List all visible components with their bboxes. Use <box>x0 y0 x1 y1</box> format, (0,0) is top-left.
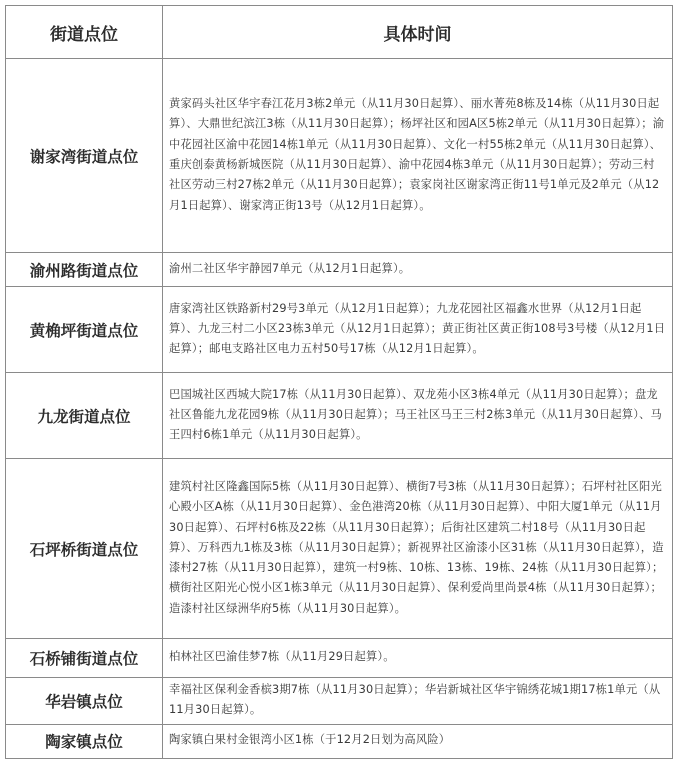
row-detail: 黄家码头社区华宇春江花月3栋2单元（从11月30日起算）、丽水菁苑8栋及14栋（从11月30日起算）、大鼎世纪滨江3栋（从11月30日起算）；杨坪社区和园A区5栋2单元（从11月30日起算）；渝中花园社区渝中花园14栋1单元（从11月30日起算）、文化一村55栋2单元（从11月30日起算）、重庆创泰黄杨新城医院（从11月30日起算）、渝中花园4栋3单元（从11月30日起算）；劳动三村社区劳动三村27栋2单元（从11月30日起算）；袁家岗社区谢家湾正街11号1单元及2单元（从12月1日起算）、谢家湾正街13号（从12月1日起算）。 <box>163 59 673 253</box>
header-location: 街道点位 <box>6 6 163 59</box>
table-row <box>6 287 673 373</box>
table-row <box>6 724 673 758</box>
row-detail: 幸福社区保利金香槟3期7栋（从11月30日起算）；华岩新城社区华宇锦绣花城1期17栋1单元（从11月30日起算）。 <box>163 678 673 725</box>
area-table-container <box>5 5 672 759</box>
table-row <box>6 678 673 725</box>
area-table <box>5 5 673 759</box>
row-name: 石坪桥街道点位 <box>6 459 163 639</box>
row-detail: 陶家镇白果村金银湾小区1栋（于12月2日划为高风险） <box>163 724 673 758</box>
row-name: 陶家镇点位 <box>6 724 163 758</box>
table-row <box>6 59 673 253</box>
row-detail: 渝州二社区华宇静园7单元（从12月1日起算）。 <box>163 253 673 287</box>
row-name: 华岩镇点位 <box>6 678 163 725</box>
row-detail: 柏林社区巴渝佳梦7栋（从11月29日起算）。 <box>163 639 673 678</box>
header-row <box>6 6 673 59</box>
table-row <box>6 373 673 459</box>
row-name: 九龙街道点位 <box>6 373 163 459</box>
row-name: 渝州路街道点位 <box>6 253 163 287</box>
row-name: 石桥铺街道点位 <box>6 639 163 678</box>
row-name: 黄桷坪街道点位 <box>6 287 163 373</box>
table-row <box>6 639 673 678</box>
row-name: 谢家湾街道点位 <box>6 59 163 253</box>
header-time: 具体时间 <box>163 6 673 59</box>
row-detail: 巴国城社区西城大院17栋（从11月30日起算）、双龙苑小区3栋4单元（从11月30日起算）；盘龙社区鲁能九龙花园9栋（从11月30日起算）；马王社区马王三村2栋3单元（从11月30日起算）、马王四村6栋1单元（从11月30日起算）。 <box>163 373 673 459</box>
table-row <box>6 253 673 287</box>
table-row <box>6 459 673 639</box>
row-detail: 唐家湾社区铁路新村29号3单元（从12月1日起算）；九龙花园社区福鑫水世界（从12月1日起算）、九龙三村二小区23栋3单元（从12月1日起算）；黄正街社区黄正街108号3号楼（从12月1日起算）；邮电支路社区电力五村50号17栋（从12月1日起算）。 <box>163 287 673 373</box>
row-detail: 建筑村社区隆鑫国际5栋（从11月30日起算）、横街7号3栋（从11月30日起算）；石坪村社区阳光心殿小区A栋（从11月30日起算）、金色港湾20栋（从11月30日起算）、中阳大厦1单元（从11月30日起算）、石坪村6栋及22栋（从11月30日起算）；后街社区建筑二村18号（从11月30日起算）、万科西九1栋及3栋（从11月30日起算）；新视界社区渝漆小区31栋（从11月30日起算），造漆村27栋（从11月30日起算），建筑一村9栋、10栋、13栋、19栋、24栋（从11月30日起算）；横街社区阳光心悦小区1栋3单元（从11月30日起算）、保利爱尚里尚景4栋（从11月30日起算）；造漆村社区绿洲华府5栋（从11月30日起算）。 <box>163 459 673 639</box>
